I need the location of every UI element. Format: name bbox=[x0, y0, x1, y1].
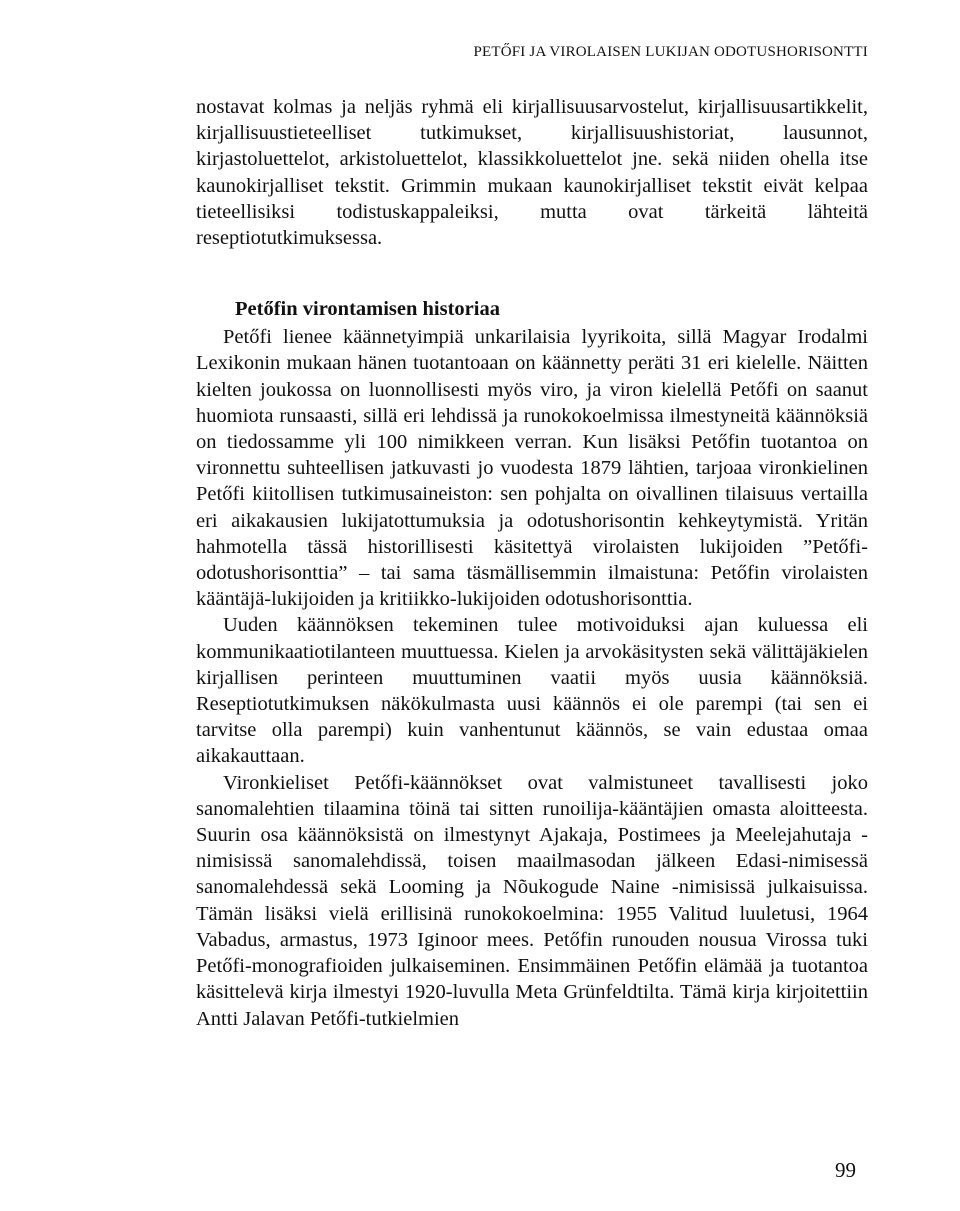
paragraph-continued: nostavat kolmas ja neljäs ryhmä eli kirjallisuusarvostelut, kirjallisuusartikkelit, kirjallisuustieteelliset tutkimukset, kirjallisuushistoriat, lausunnot, kirjastoluettelot, arkistoluettelot, klassikkoluettelot jne. sekä niiden ohella itse kaunokirjalliset tekstit. Grimmin mukaan kaunokirjalliset tekstit eivät kelpaa tieteellisiksi todistuskappaleiksi, mutta ovat tärkeitä lähteitä reseptiotutkimuksessa. bbox=[196, 96, 868, 250]
body-text bbox=[196, 94, 868, 1032]
page-number: 99 bbox=[835, 1158, 856, 1182]
section-heading: Petőfin virontamisen historiaa bbox=[235, 298, 500, 321]
paragraph: Uuden käännöksen tekeminen tulee motivoiduksi ajan kuluessa eli kommunikaatiotilanteen muuttuessa. Kielen ja arvokäsitysten sekä välittäjäkielen kirjallisen perinteen muuttuminen vaatii myös uusia käännöksiä. Reseptiotutkimuksen näkökulmasta uusi käännös ei ole parempi (tai sen ei tarvitse olla parempi) kuin vanhentunut käännös, se vain edustaa omaa aikakauttaan. bbox=[196, 614, 868, 768]
paragraph: Vironkieliset Petőfi-käännökset ovat valmistuneet tavallisesti joko sanomalehtien tilaamina töinä tai sitten runoilija-kääntäjien omasta aloitteesta. Suurin osa käännöksistä on ilmestynyt Ajakaja, Postimees ja Meelejahutaja -nimisissä sanomalehdissä, toisen maailmasodan jälkeen Edasi-nimisessä sanomalehdessä sekä Looming ja Nõukogude Naine -nimisissä julkaisuissa. Tämän lisäksi vielä erillisinä runokokoelmina: 1955 Valitud luuletusi, 1964 Vabadus, armastus, 1973 Iginoor mees. Petőfin runouden nousua Virossa tuki Petőfi-monografioiden julkaiseminen. Ensimmäinen Petőfin elämää ja tuotantoa käsittelevä kirja ilmestyi 1920-luvulla Meta Grünfeldtilta. Tämä kirja kirjoitettiin Antti Jalavan Petőfi-tutkielmien bbox=[196, 771, 868, 1030]
paragraph: Petőfi lienee käännetyimpiä unkarilaisia lyyrikoita, sillä Magyar Irodalmi Lexikonin mukaan hänen tuotantoaan on käännetty peräti 31 eri kielelle. Näitten kielten joukossa on luonnollisesti myös viro, ja viron kielellä Petőfi on saanut huomiota runsaasti, sillä eri lehdissä ja runokokoelmissa ilmestyneitä käännöksiä on tiedossamme yli 100 nimikkeen verran. Kun lisäksi Petőfin tuotantoa on vironnettu suhteellisen jatkuvasti jo vuodesta 1879 lähtien, tarjoaa vironkielinen Petőfi kiitollisen tutkimusaineiston: sen pohjalta on oivallinen tilaisuus vertailla eri aikakausien lukijatottumuksia ja odotushorisontin kehkeytymistä. Yritän hahmotella tässä historillisesti käsitettyä virolaisten lukijoiden ”Petőfi-odotushorisonttia” – tai sama täsmällisemmin ilmaistuna: Petőfin virolaisten kääntäjä-lukijoiden ja kritiikko-lukijoiden odotushorisonttia. bbox=[196, 326, 868, 611]
running-head: PETŐFI JA VIROLAISEN LUKIJAN ODOTUSHORISONTTI bbox=[473, 44, 868, 60]
